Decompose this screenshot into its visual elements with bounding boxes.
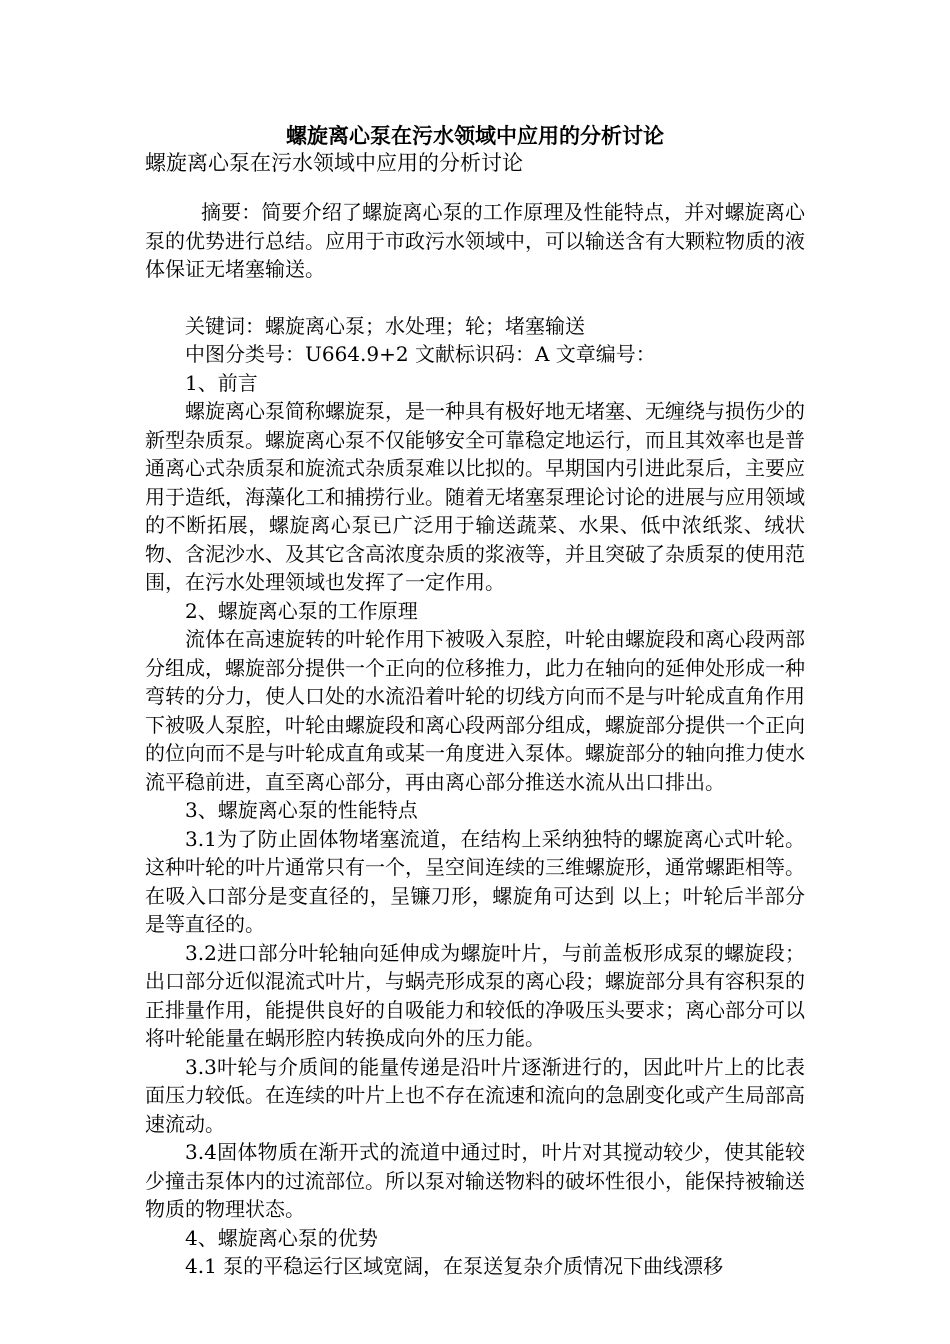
abstract: 摘要：简要介绍了螺旋离心泵的工作原理及性能特点，并对螺旋离心泵的优势进行总结。应用于市政污水领域中，可以输送含有大颗粒物质的液体保证无堵塞输送。 bbox=[145, 200, 805, 281]
paragraph-3-1: 3.1为了防止固体物堵塞流道，在结构上采纳独特的螺旋离心式叶轮。这种叶轮的叶片通常只有一个，呈空间连续的三维螺旋形，通常螺距相等。在吸入口部分是变直径的，呈镰刀形，螺旋角可达到 以上；叶轮后半部分是等直径的。 bbox=[145, 826, 805, 936]
keywords: 关键词：螺旋离心泵；水处理；轮；堵塞输送 bbox=[185, 313, 585, 338]
classification: 中图分类号：U664.9+2 文献标识码：A 文章编号： bbox=[185, 342, 656, 366]
paragraph-1-1: 螺旋离心泵简称螺旋泵，是一种具有极好地无堵塞、无缠绕与损伤少的新型杂质泵。螺旋离心泵不仅能够安全可靠稳定地运行，而且其效率也是普通离心式杂质泵和旋流式杂质泵难以比拟的。早期国内引进此泵后，主要应用于造纸，海藻化工和捕捞行业。随着无堵塞泵理论讨论的进展与应用领域的不断拓展，螺旋离心泵已广泛用于输送蔬菜、水果、低中浓纸浆、绒状物、含泥沙水、及其它含高浓度杂质的浆液等，并且突破了杂质泵的使用范围，在污水处理领域也发挥了一定作用。 bbox=[145, 399, 805, 594]
section-heading-1: 1、前言 bbox=[185, 370, 258, 395]
section-heading-3: 3、螺旋离心泵的性能特点 bbox=[185, 798, 418, 822]
paragraph-3-4: 3.4固体物质在渐开式的流道中通过时，叶片对其搅动较少，使其能较少撞击泵体内的过流部位。所以泵对输送物料的破坏性很小，能保持被输送物质的物理状态。 bbox=[145, 1140, 805, 1221]
paragraph-3-3: 3.3叶轮与介质间的能量传递是沿叶片逐渐进行的，因此叶片上的比表面压力较低。在连续的叶片上也不存在流速和流向的急剧变化或产生局部高速流动。 bbox=[145, 1054, 805, 1136]
paragraph-2-1: 流体在高速旋转的叶轮作用下被吸入泵腔，叶轮由螺旋段和离心段两部分组成，螺旋部分提供一个正向的位移推力，此力在轴向的延伸处形成一种弯转的分力，使人口处的水流沿着叶轮的切线方向而不是与叶轮成直角作用下被吸人泵腔，叶轮由螺旋段和离心段两部分组成，螺旋部分提供一个正向的位向而不是与叶轮成直角或某一角度进入泵体。螺旋部分的轴向推力使水流平稳前进，直至离心部分，再由离心部分推送水流从出口排出。 bbox=[145, 627, 805, 794]
paragraph-4-1: 4.1 泵的平稳运行区域宽阔，在泵送复杂介质情况下曲线漂移 bbox=[185, 1254, 724, 1278]
section-heading-2: 2、螺旋离心泵的工作原理 bbox=[185, 598, 418, 623]
document-subtitle: 螺旋离心泵在污水领域中应用的分析讨论 bbox=[145, 151, 523, 175]
document-body bbox=[145, 198, 805, 1281]
spacer bbox=[145, 284, 805, 312]
document-title: 螺旋离心泵在污水领域中应用的分析讨论 bbox=[286, 123, 664, 148]
section-heading-4: 4、螺旋离心泵的优势 bbox=[185, 1225, 378, 1250]
paragraph-3-2: 3.2进口部分叶轮轴向延伸成为螺旋叶片，与前盖板形成泵的螺旋段；出口部分近似混流式叶片，与蜗壳形成泵的离心段；螺旋部分具有容积泵的正排量作用，能提供良好的自吸能力和较低的净吸压头要求；离心部分可以将叶轮能量在蜗形腔内转换成向外的压力能。 bbox=[145, 940, 805, 1050]
